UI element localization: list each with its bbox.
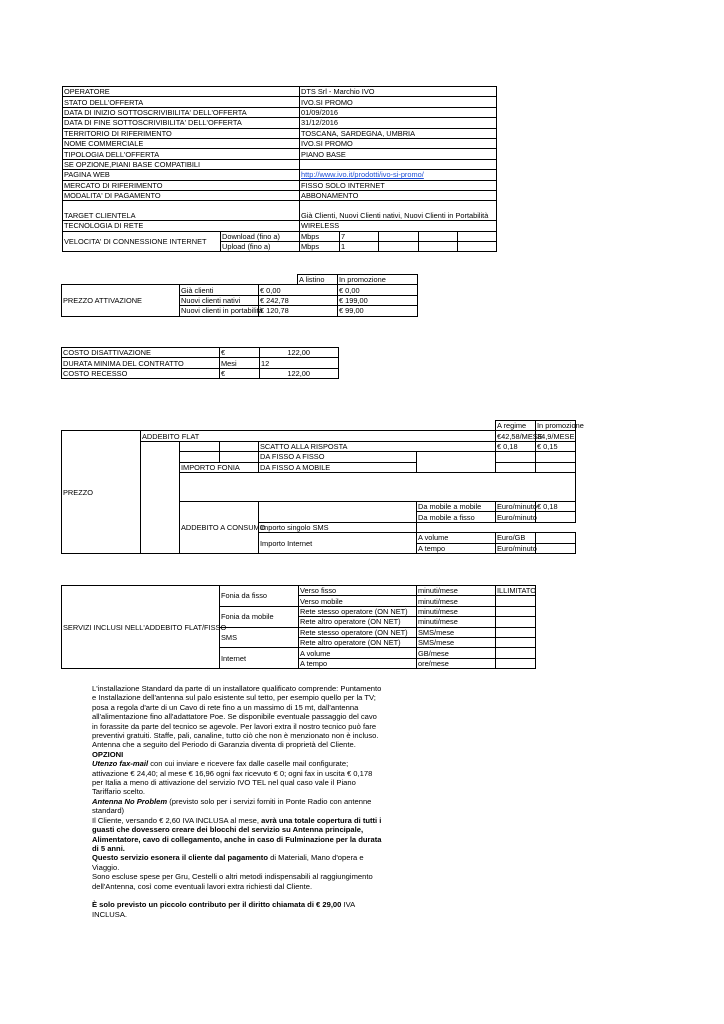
info-value: IVO.SI PROMO	[300, 138, 497, 148]
da-mobile-mobile: Da mobile a mobile	[417, 501, 496, 511]
addebito-consumo: ADDEBITO A CONSUMO	[180, 501, 259, 553]
fax-title: Utenzo fax-mail	[92, 759, 149, 769]
verso-mobile: Verso mobile	[299, 596, 417, 606]
illimitato: ILLIMITATO	[497, 586, 537, 596]
table-row	[63, 149, 497, 159]
exempt-a: Questo servizio esonera il cliente dal pagamento	[92, 853, 268, 863]
coverage-b: avrà una totale copertura di tutti i guasti che dovessero creare dei blocchi del servizio su Antenna principale, Alimentatore, cavo di collegamento, anche in caso di Fulminazione per la durata di 5 anni.	[92, 815, 382, 853]
col-promo: In promozione	[338, 275, 418, 285]
price-table	[61, 420, 584, 554]
fonia-fisso: Fonia da fisso	[220, 586, 299, 607]
activation-type: Nuovi clienti in portabilità	[181, 306, 263, 316]
scatto-promo: € 0,15	[536, 441, 576, 451]
da-mobile-fisso: Da mobile a fisso	[417, 512, 496, 522]
info-label: STATO DELL'OFFERTA	[63, 97, 300, 107]
mf-unit: Euro/minuto	[497, 512, 537, 522]
cost-value: 122,00	[260, 348, 339, 358]
info-label: SE OPZIONE,PIANI BASE COMPATIBILI	[63, 159, 300, 169]
table-row	[63, 201, 497, 221]
info-label: TERRITORIO DI RIFERIMENTO	[63, 128, 300, 138]
stesso-op: Rete stesso operatore (ON NET)	[299, 627, 417, 637]
col-regime: A regime	[496, 421, 536, 431]
table-row	[62, 368, 339, 378]
table-row	[63, 107, 497, 117]
note-fax	[92, 759, 382, 797]
at-unit: Euro/minuto	[497, 543, 537, 553]
note-anp	[92, 797, 382, 816]
table-row	[63, 180, 497, 190]
services-label: SERVIZI INCLUSI NELL'ADDEBITO FLAT/FISSO	[62, 586, 220, 669]
note-antenna: Antenna che a seguito del Periodo di Garanzia diventa di proprietà del Cliente.	[92, 740, 356, 750]
scatto-regime: € 0,18	[496, 441, 536, 451]
activation-listino: € 120,78	[259, 306, 338, 316]
contribution-b: IVA INCLUSA.	[92, 900, 355, 919]
web-page-link[interactable]: http://www.ivo.it/prodotti/ivo-si-promo/	[300, 170, 497, 180]
notes-section	[92, 684, 382, 919]
internet: Internet	[220, 648, 299, 669]
coverage-a: Il Cliente, versando € 2,60 IVA INCLUSA al mese,	[92, 815, 262, 825]
exempt-b: di Materiali, Mano d'opera e Viaggio.	[92, 853, 364, 872]
options-heading: OPZIONI	[92, 749, 124, 759]
costs-table	[61, 347, 339, 379]
info-value: DTS Srl - Marchio IVO	[300, 87, 497, 97]
table-row	[63, 87, 497, 97]
info-label: PAGINA WEB	[63, 170, 300, 180]
activation-table	[61, 274, 418, 317]
flat-regime: €42,58/MESE	[497, 431, 543, 441]
upload-unit: Mbps	[300, 242, 340, 252]
activation-promo: € 199,00	[338, 295, 418, 305]
unit: GB/mese	[417, 648, 496, 658]
euro-gb: Euro/GB	[496, 533, 536, 543]
activation-promo: € 99,00	[338, 306, 418, 316]
table-row	[63, 221, 497, 231]
note-excluded: Sono escluse spese per Gru, Cestelli o altri metodi indispensabili al raggiungimento dell'Antenna, così come eventuali lavori extra richiesti dal Cliente.	[92, 872, 373, 891]
unit: minuti/mese	[417, 586, 496, 596]
info-value: TOSCANA, SARDEGNA, UMBRIA	[300, 128, 497, 138]
table-row	[62, 285, 418, 295]
info-body	[63, 87, 497, 252]
note-contribution	[92, 900, 382, 919]
cost-label: DURATA MINIMA DEL CONTRATTO	[62, 358, 220, 368]
download-value: 7	[340, 231, 379, 241]
info-value: ABBONAMENTO	[300, 190, 497, 200]
activation-listino: € 242,78	[259, 295, 338, 305]
note-exempt	[92, 853, 382, 872]
info-label: TECNOLOGIA DI RETE	[63, 221, 300, 231]
anp-title: Antenna No Problem	[92, 796, 168, 806]
contribution-a: È solo previsto un piccolo contributo per il diritto chiamata di € 29,00	[92, 900, 342, 910]
flat-promo: 34,9/MESE	[537, 431, 575, 441]
table-row	[63, 190, 497, 200]
table-row	[63, 138, 497, 148]
table-row	[63, 170, 497, 180]
info-label: MERCATO DI RIFERIMENTO	[63, 180, 300, 190]
cost-label: COSTO RECESSO	[62, 368, 220, 378]
unit: SMS/mese	[417, 627, 496, 637]
offer-info-table	[62, 86, 497, 252]
info-label: TARGET CLIENTELA	[63, 201, 300, 221]
stesso-op: Rete stesso operatore (ON NET)	[299, 606, 417, 616]
unit: ore/mese	[417, 658, 496, 668]
table-row	[62, 431, 576, 441]
table-row	[63, 97, 497, 107]
upload-value: 1	[340, 242, 379, 252]
note-coverage	[92, 816, 382, 854]
altro-op: Rete altro operatore (ON NET)	[299, 637, 417, 647]
da-fisso-fisso: DA FISSO A FISSO	[259, 452, 417, 462]
cost-unit: Mesi	[220, 358, 260, 368]
activation-listino: € 0,00	[259, 285, 338, 295]
fax-text: con cui inviare e ricevere fax dalle caselle mail configurate; attivazione € 24,40; al mese € 16,96 ogni fax ricevuto € 0; ogni fax in uscita € 0,178 per Italia a meno di attivazione del servizio IVO TEL nel qual caso vale il Piano Tariffario scelto.	[92, 759, 373, 797]
info-value: FISSO SOLO INTERNET	[300, 180, 497, 190]
da-fisso-mobile: DA FISSO A MOBILE	[259, 462, 417, 472]
sms: SMS	[220, 627, 299, 648]
table-row	[63, 159, 497, 169]
cost-value: 12	[260, 358, 339, 368]
col-listino: A listino	[298, 275, 338, 285]
info-value: Già Clienti, Nuovi Clienti nativi, Nuovi Clienti in Portabilità	[300, 201, 497, 221]
unit: SMS/mese	[417, 637, 496, 647]
scatto-label: SCATTO ALLA RISPOSTA	[259, 441, 496, 451]
price-label: PREZZO	[62, 431, 141, 554]
info-label: MODALITA' DI PAGAMENTO	[63, 190, 300, 200]
download-unit: Mbps	[300, 231, 340, 241]
altro-op: Rete altro operatore (ON NET)	[299, 617, 417, 627]
info-value: 31/12/2016	[300, 118, 497, 128]
mm-regime: € 0,18	[536, 501, 576, 511]
activation-label: PREZZO ATTIVAZIONE	[62, 285, 180, 316]
fonia-mobile: Fonia da mobile	[220, 606, 299, 627]
info-value: WIRELESS	[300, 221, 497, 231]
table-row	[62, 586, 536, 596]
table-row	[62, 421, 576, 431]
table-row	[62, 348, 339, 358]
a-volume: A volume	[299, 648, 417, 658]
table-row	[62, 275, 418, 285]
table-row	[62, 358, 339, 368]
importo-internet: Importo Internet	[259, 533, 417, 554]
cost-unit: €	[220, 368, 260, 378]
info-value: IVO.SI PROMO	[300, 97, 497, 107]
download-label: Download (fino a)	[221, 231, 300, 241]
cost-label: COSTO DISATTIVAZIONE	[62, 348, 220, 358]
col-promo: In promozione	[537, 421, 584, 431]
activation-type: Già clienti	[180, 285, 259, 295]
importo-sms: Importo singolo SMS	[259, 522, 417, 532]
speed-label: VELOCITA' DI CONNESSIONE INTERNET	[63, 231, 221, 252]
activation-type: Nuovi clienti nativi	[180, 295, 259, 305]
a-volume: A volume	[417, 533, 496, 543]
unit: minuti/mese	[417, 596, 496, 606]
info-label: DATA DI FINE SOTTOSCRIVIBILITA' DELL'OFFERTA	[63, 118, 300, 128]
anp-text: (previsto solo per i servizi forniti in Ponte Radio con antenne standard)	[92, 796, 372, 816]
mm-unit: Euro/minuto	[497, 502, 537, 512]
unit: minuti/mese	[417, 617, 496, 627]
info-label: NOME COMMERCIALE	[63, 138, 300, 148]
info-label: OPERATORE	[63, 87, 300, 97]
info-value: 01/09/2016	[300, 107, 497, 117]
importo-fonia: IMPORTO FONIA	[180, 462, 259, 472]
info-label: DATA DI INIZIO SOTTOSCRIVIBILITA' DELL'OFFERTA	[63, 107, 300, 117]
note-installation: L'installazione Standard da parte di un installatore qualificato comprende: Puntamento e Installazione dell'antenna sul palo esistente sul tetto, per esempio quello per la TV; posa a regola d'arte di un Cavo di rete fino a un massimo di 15 mt, dall'antenna all'alimentazione fino all'adattatore Poe. Se disponibile eventuale passaggio del cavo in forassite da parte del tecnico se agevole. Per lavori extra il nostro tecnico può fare preventivi gratuiti. Staffe, pali, canaline, tutto ciò che non è menzionato non è incluso.	[92, 684, 382, 741]
table-row	[63, 118, 497, 128]
table-row	[63, 128, 497, 138]
a-tempo: A tempo	[417, 543, 496, 553]
unit: minuti/mese	[417, 606, 496, 616]
table-row	[63, 231, 497, 241]
verso-fisso: Verso fisso	[299, 586, 417, 596]
info-label: TIPOLOGIA DELL'OFFERTA	[63, 149, 300, 159]
info-value: PIANO BASE	[300, 149, 497, 159]
upload-label: Upload (fino a)	[221, 242, 300, 252]
a-tempo: A tempo	[299, 658, 417, 668]
addebito-flat: ADDEBITO FLAT	[141, 431, 496, 441]
cost-value: 122,00	[260, 368, 339, 378]
services-table	[61, 585, 536, 669]
info-value	[300, 159, 497, 169]
activation-promo: € 0,00	[338, 285, 418, 295]
cost-unit: €	[220, 348, 260, 358]
